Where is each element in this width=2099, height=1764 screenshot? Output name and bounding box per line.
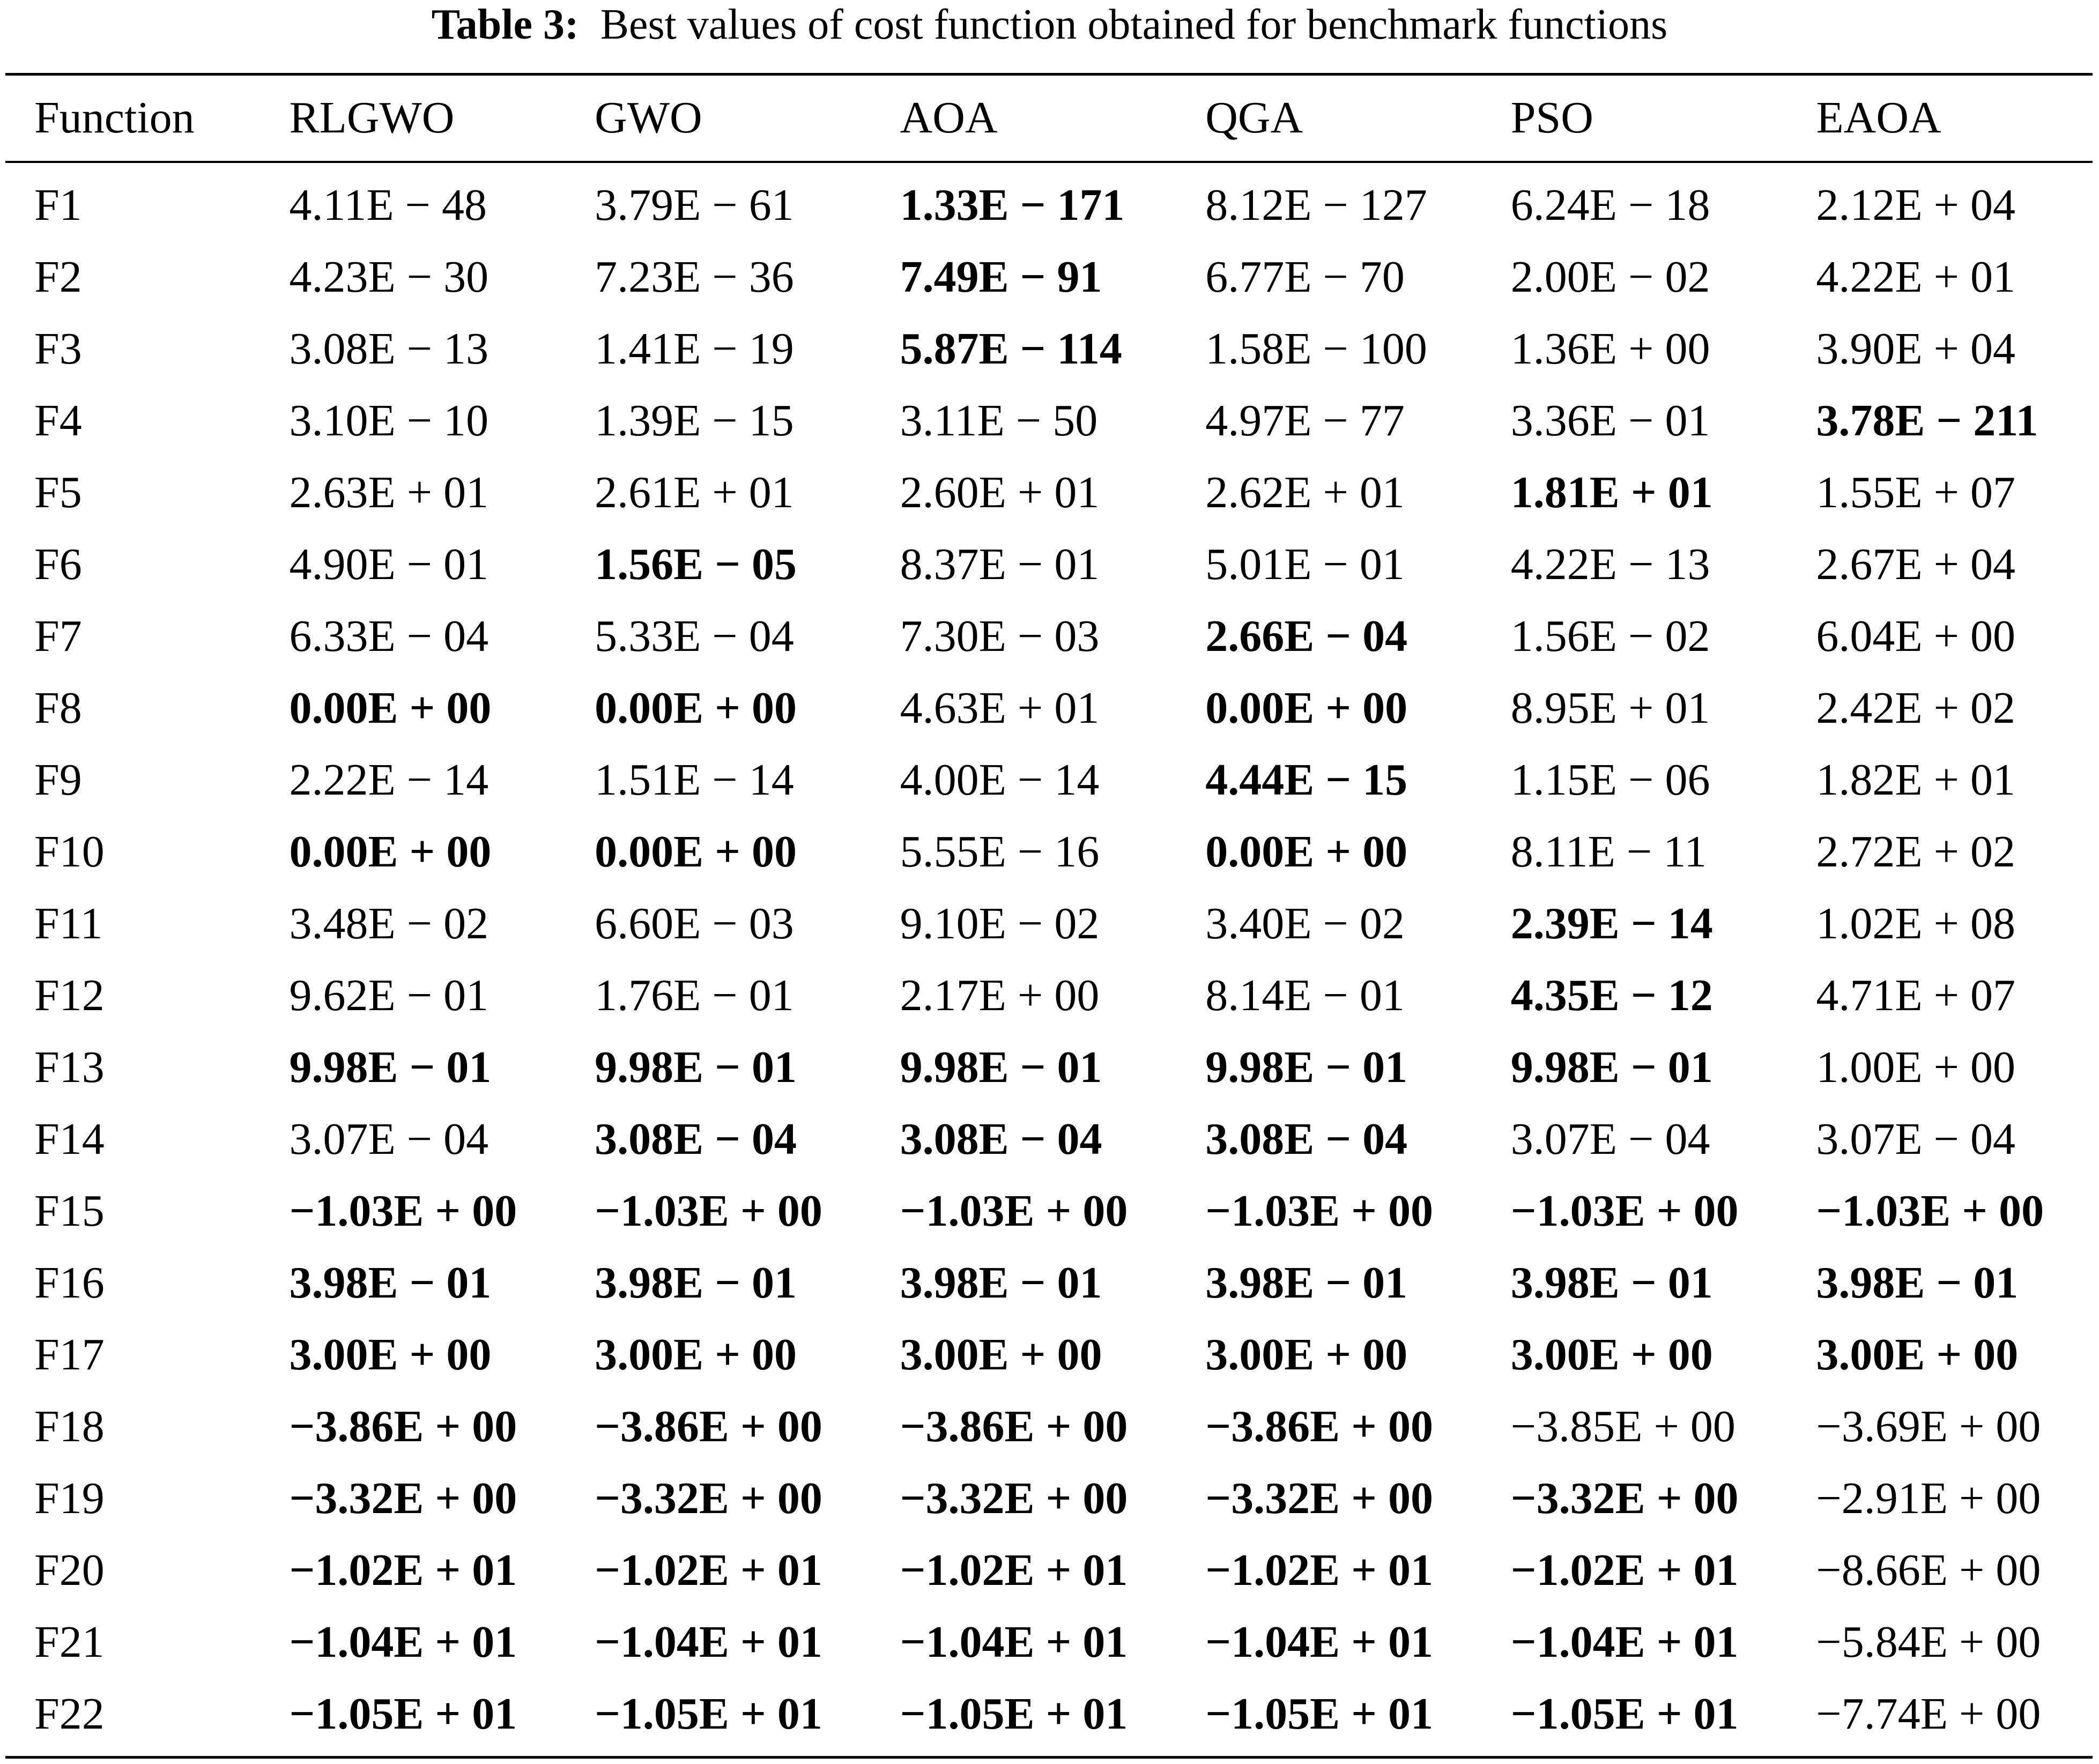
value-cell-rlgwo: 9.98E − 01 bbox=[289, 1042, 492, 1092]
value-cell-gwo: 5.33E − 04 bbox=[595, 611, 794, 661]
value-cell-pso: 9.98E − 01 bbox=[1510, 1042, 1713, 1092]
function-name-cell: F10 bbox=[34, 827, 105, 877]
table-row bbox=[5, 960, 2093, 1032]
value-cell-eaoa: 2.72E + 02 bbox=[1816, 827, 2016, 877]
value-cell-qga: 8.14E − 01 bbox=[1205, 970, 1405, 1020]
table-row bbox=[5, 1463, 2093, 1535]
table-row bbox=[5, 457, 2093, 529]
value-cell-qga: 2.62E + 01 bbox=[1205, 468, 1405, 517]
caption-label: Table 3: bbox=[431, 1, 579, 48]
value-cell-gwo: 9.98E − 01 bbox=[595, 1042, 797, 1092]
value-cell-pso: 1.15E − 06 bbox=[1510, 755, 1710, 805]
value-cell-qga: 6.77E − 70 bbox=[1205, 252, 1405, 302]
column-header-aoa: AOA bbox=[900, 93, 998, 143]
value-cell-pso: 8.95E + 01 bbox=[1510, 683, 1710, 733]
value-cell-qga: 3.40E − 02 bbox=[1205, 899, 1405, 948]
value-cell-pso: 3.36E − 01 bbox=[1510, 396, 1710, 446]
table-row bbox=[5, 1247, 2093, 1319]
table-row bbox=[5, 241, 2093, 313]
value-cell-eaoa: −5.84E + 00 bbox=[1816, 1617, 2041, 1667]
function-name-cell: F19 bbox=[34, 1473, 105, 1523]
value-cell-qga: 1.58E − 100 bbox=[1205, 324, 1427, 374]
value-cell-qga: −3.32E + 00 bbox=[1205, 1473, 1433, 1523]
value-cell-rlgwo: 6.33E − 04 bbox=[289, 611, 489, 661]
value-cell-rlgwo: −1.04E + 01 bbox=[289, 1617, 517, 1667]
value-cell-gwo: −1.05E + 01 bbox=[595, 1689, 822, 1739]
value-cell-qga: 3.08E − 04 bbox=[1205, 1114, 1408, 1164]
function-name-cell: F21 bbox=[34, 1617, 105, 1667]
value-cell-eaoa: 2.12E + 04 bbox=[1816, 180, 2016, 230]
table-row bbox=[5, 1032, 2093, 1103]
value-cell-qga: 0.00E + 00 bbox=[1205, 683, 1408, 733]
value-cell-aoa: −1.05E + 01 bbox=[900, 1689, 1128, 1739]
value-cell-qga: −3.86E + 00 bbox=[1205, 1402, 1433, 1451]
value-cell-pso: 1.81E + 01 bbox=[1510, 468, 1713, 517]
value-cell-pso: −1.05E + 01 bbox=[1510, 1689, 1739, 1739]
value-cell-qga: 4.44E − 15 bbox=[1205, 755, 1408, 805]
value-cell-eaoa: 2.67E + 04 bbox=[1816, 539, 2016, 589]
value-cell-pso: 4.35E − 12 bbox=[1510, 970, 1713, 1020]
value-cell-gwo: −1.04E + 01 bbox=[595, 1617, 822, 1667]
value-cell-gwo: 1.51E − 14 bbox=[595, 755, 794, 805]
function-name-cell: F12 bbox=[34, 970, 105, 1020]
value-cell-pso: 2.00E − 02 bbox=[1510, 252, 1710, 302]
function-name-cell: F22 bbox=[34, 1689, 105, 1739]
table-row bbox=[5, 672, 2093, 744]
function-name-cell: F1 bbox=[34, 180, 82, 230]
table-row bbox=[5, 529, 2093, 601]
value-cell-aoa: 5.55E − 16 bbox=[900, 827, 1100, 877]
value-cell-rlgwo: 4.11E − 48 bbox=[289, 180, 487, 230]
table-bottom-rule bbox=[5, 1756, 2093, 1759]
table-row bbox=[5, 1319, 2093, 1391]
value-cell-aoa: 4.00E − 14 bbox=[900, 755, 1100, 805]
function-name-cell: F7 bbox=[34, 611, 82, 661]
value-cell-rlgwo: 3.00E + 00 bbox=[289, 1330, 492, 1380]
function-name-cell: F15 bbox=[34, 1186, 105, 1236]
value-cell-rlgwo: 3.48E − 02 bbox=[289, 899, 489, 948]
value-cell-eaoa: 1.55E + 07 bbox=[1816, 468, 2016, 517]
function-name-cell: F17 bbox=[34, 1330, 105, 1380]
table-row bbox=[5, 888, 2093, 960]
value-cell-rlgwo: 9.62E − 01 bbox=[289, 970, 489, 1020]
value-cell-eaoa: 1.02E + 08 bbox=[1816, 899, 2016, 948]
table-row bbox=[5, 601, 2093, 672]
value-cell-aoa: 9.98E − 01 bbox=[900, 1042, 1102, 1092]
table-row bbox=[5, 169, 2093, 241]
value-cell-eaoa: 4.22E + 01 bbox=[1816, 252, 2016, 302]
value-cell-eaoa: −3.69E + 00 bbox=[1816, 1402, 2041, 1451]
value-cell-pso: −1.02E + 01 bbox=[1510, 1545, 1739, 1595]
value-cell-eaoa: 4.71E + 07 bbox=[1816, 970, 2016, 1020]
value-cell-eaoa: 3.78E − 211 bbox=[1816, 396, 2038, 446]
table-top-rule bbox=[5, 73, 2093, 76]
value-cell-eaoa: 3.90E + 04 bbox=[1816, 324, 2016, 374]
value-cell-aoa: 7.30E − 03 bbox=[900, 611, 1100, 661]
value-cell-qga: 3.98E − 01 bbox=[1205, 1258, 1408, 1308]
value-cell-pso: −3.32E + 00 bbox=[1510, 1473, 1739, 1523]
value-cell-gwo: −1.02E + 01 bbox=[595, 1545, 822, 1595]
header-row bbox=[5, 80, 2093, 155]
function-name-cell: F13 bbox=[34, 1042, 105, 1092]
value-cell-rlgwo: −3.86E + 00 bbox=[289, 1402, 517, 1451]
function-name-cell: F2 bbox=[34, 252, 82, 302]
value-cell-pso: 1.56E − 02 bbox=[1510, 611, 1710, 661]
value-cell-eaoa: −2.91E + 00 bbox=[1816, 1473, 2041, 1523]
value-cell-pso: 4.22E − 13 bbox=[1510, 539, 1710, 589]
value-cell-pso: 1.36E + 00 bbox=[1510, 324, 1710, 374]
value-cell-aoa: 1.33E − 171 bbox=[900, 180, 1125, 230]
value-cell-qga: 8.12E − 127 bbox=[1205, 180, 1427, 230]
table-row bbox=[5, 1103, 2093, 1175]
value-cell-rlgwo: 3.08E − 13 bbox=[289, 324, 489, 374]
value-cell-gwo: 1.76E − 01 bbox=[595, 970, 794, 1020]
value-cell-aoa: 4.63E + 01 bbox=[900, 683, 1100, 733]
value-cell-rlgwo: 0.00E + 00 bbox=[289, 827, 492, 877]
value-cell-eaoa: 3.00E + 00 bbox=[1816, 1330, 2019, 1380]
value-cell-pso: −1.03E + 00 bbox=[1510, 1186, 1739, 1236]
value-cell-rlgwo: 3.10E − 10 bbox=[289, 396, 489, 446]
function-name-cell: F9 bbox=[34, 755, 82, 805]
table-row bbox=[5, 313, 2093, 385]
value-cell-aoa: −1.03E + 00 bbox=[900, 1186, 1128, 1236]
value-cell-pso: −3.85E + 00 bbox=[1510, 1402, 1735, 1451]
value-cell-gwo: 0.00E + 00 bbox=[595, 827, 797, 877]
column-header-eaoa: EAOA bbox=[1816, 93, 1941, 143]
function-name-cell: F3 bbox=[34, 324, 82, 374]
value-cell-rlgwo: −1.03E + 00 bbox=[289, 1186, 517, 1236]
value-cell-eaoa: −8.66E + 00 bbox=[1816, 1545, 2041, 1595]
value-cell-gwo: 1.56E − 05 bbox=[595, 539, 797, 589]
table-caption bbox=[0, 0, 2099, 49]
table-row bbox=[5, 744, 2093, 816]
value-cell-aoa: −3.86E + 00 bbox=[900, 1402, 1128, 1451]
table-row bbox=[5, 816, 2093, 888]
table-row bbox=[5, 1175, 2093, 1247]
value-cell-pso: 8.11E − 11 bbox=[1510, 827, 1707, 877]
table-body bbox=[5, 169, 2093, 1750]
column-header-function: Function bbox=[34, 93, 195, 143]
table-row bbox=[5, 1391, 2093, 1463]
value-cell-pso: 3.98E − 01 bbox=[1510, 1258, 1713, 1308]
value-cell-rlgwo: 4.23E − 30 bbox=[289, 252, 489, 302]
value-cell-eaoa: 1.00E + 00 bbox=[1816, 1042, 2016, 1092]
value-cell-aoa: 3.98E − 01 bbox=[900, 1258, 1102, 1308]
table-row bbox=[5, 1535, 2093, 1606]
value-cell-qga: 4.97E − 77 bbox=[1205, 396, 1405, 446]
function-name-cell: F18 bbox=[34, 1402, 105, 1451]
value-cell-pso: 3.07E − 04 bbox=[1510, 1114, 1710, 1164]
value-cell-gwo: 1.39E − 15 bbox=[595, 396, 794, 446]
value-cell-aoa: 2.60E + 01 bbox=[900, 468, 1100, 517]
value-cell-gwo: 6.60E − 03 bbox=[595, 899, 794, 948]
value-cell-rlgwo: 2.22E − 14 bbox=[289, 755, 489, 805]
column-header-qga: QGA bbox=[1205, 93, 1303, 143]
value-cell-aoa: 8.37E − 01 bbox=[900, 539, 1100, 589]
value-cell-aoa: 7.49E − 91 bbox=[900, 252, 1102, 302]
value-cell-aoa: −3.32E + 00 bbox=[900, 1473, 1128, 1523]
value-cell-gwo: 2.61E + 01 bbox=[595, 468, 794, 517]
value-cell-qga: 2.66E − 04 bbox=[1205, 611, 1408, 661]
value-cell-gwo: 3.00E + 00 bbox=[595, 1330, 797, 1380]
value-cell-aoa: 3.11E − 50 bbox=[900, 396, 1098, 446]
value-cell-aoa: 2.17E + 00 bbox=[900, 970, 1100, 1020]
value-cell-aoa: −1.04E + 01 bbox=[900, 1617, 1128, 1667]
function-name-cell: F6 bbox=[34, 539, 82, 589]
value-cell-gwo: 3.98E − 01 bbox=[595, 1258, 797, 1308]
value-cell-qga: 3.00E + 00 bbox=[1205, 1330, 1408, 1380]
table-row bbox=[5, 1606, 2093, 1678]
value-cell-pso: 3.00E + 00 bbox=[1510, 1330, 1713, 1380]
table-row bbox=[5, 1678, 2093, 1750]
column-header-pso: PSO bbox=[1510, 93, 1593, 143]
value-cell-eaoa: 3.07E − 04 bbox=[1816, 1114, 2016, 1164]
value-cell-aoa: 5.87E − 114 bbox=[900, 324, 1122, 374]
value-cell-qga: 0.00E + 00 bbox=[1205, 827, 1408, 877]
value-cell-qga: −1.02E + 01 bbox=[1205, 1545, 1433, 1595]
value-cell-gwo: −3.86E + 00 bbox=[595, 1402, 822, 1451]
value-cell-rlgwo: 2.63E + 01 bbox=[289, 468, 489, 517]
value-cell-eaoa: −7.74E + 00 bbox=[1816, 1689, 2041, 1739]
value-cell-aoa: 9.10E − 02 bbox=[900, 899, 1100, 948]
value-cell-pso: 2.39E − 14 bbox=[1510, 899, 1713, 948]
value-cell-gwo: 0.00E + 00 bbox=[595, 683, 797, 733]
value-cell-qga: 9.98E − 01 bbox=[1205, 1042, 1408, 1092]
value-cell-eaoa: 6.04E + 00 bbox=[1816, 611, 2016, 661]
value-cell-qga: −1.03E + 00 bbox=[1205, 1186, 1433, 1236]
value-cell-pso: 6.24E − 18 bbox=[1510, 180, 1710, 230]
table-header bbox=[5, 80, 2093, 155]
function-name-cell: F14 bbox=[34, 1114, 105, 1164]
function-name-cell: F16 bbox=[34, 1258, 105, 1308]
caption-text: Best values of cost function obtained for benchmark functions bbox=[600, 1, 1668, 48]
value-cell-rlgwo: 3.07E − 04 bbox=[289, 1114, 489, 1164]
function-name-cell: F5 bbox=[34, 468, 82, 517]
value-cell-qga: 5.01E − 01 bbox=[1205, 539, 1405, 589]
value-cell-gwo: −3.32E + 00 bbox=[595, 1473, 822, 1523]
value-cell-gwo: 3.08E − 04 bbox=[595, 1114, 797, 1164]
table-row bbox=[5, 385, 2093, 457]
value-cell-rlgwo: 3.98E − 01 bbox=[289, 1258, 492, 1308]
value-cell-rlgwo: 0.00E + 00 bbox=[289, 683, 492, 733]
value-cell-rlgwo: −1.02E + 01 bbox=[289, 1545, 517, 1595]
column-header-rlgwo: RLGWO bbox=[289, 93, 455, 143]
value-cell-pso: −1.04E + 01 bbox=[1510, 1617, 1739, 1667]
value-cell-eaoa: −1.03E + 00 bbox=[1816, 1186, 2044, 1236]
value-cell-gwo: −1.03E + 00 bbox=[595, 1186, 822, 1236]
value-cell-eaoa: 2.42E + 02 bbox=[1816, 683, 2016, 733]
function-name-cell: F4 bbox=[34, 396, 82, 446]
value-cell-qga: −1.05E + 01 bbox=[1205, 1689, 1433, 1739]
value-cell-gwo: 3.79E − 61 bbox=[595, 180, 794, 230]
value-cell-aoa: −1.02E + 01 bbox=[900, 1545, 1128, 1595]
value-cell-rlgwo: 4.90E − 01 bbox=[289, 539, 489, 589]
function-name-cell: F11 bbox=[34, 899, 103, 948]
value-cell-gwo: 7.23E − 36 bbox=[595, 252, 794, 302]
value-cell-eaoa: 1.82E + 01 bbox=[1816, 755, 2016, 805]
function-name-cell: F20 bbox=[34, 1545, 105, 1595]
column-header-gwo: GWO bbox=[595, 93, 702, 143]
value-cell-aoa: 3.08E − 04 bbox=[900, 1114, 1102, 1164]
value-cell-eaoa: 3.98E − 01 bbox=[1816, 1258, 2019, 1308]
value-cell-rlgwo: −1.05E + 01 bbox=[289, 1689, 517, 1739]
value-cell-aoa: 3.00E + 00 bbox=[900, 1330, 1102, 1380]
function-name-cell: F8 bbox=[34, 683, 82, 733]
table-header-rule bbox=[5, 161, 2093, 163]
value-cell-gwo: 1.41E − 19 bbox=[595, 324, 794, 374]
value-cell-qga: −1.04E + 01 bbox=[1205, 1617, 1433, 1667]
value-cell-rlgwo: −3.32E + 00 bbox=[289, 1473, 517, 1523]
